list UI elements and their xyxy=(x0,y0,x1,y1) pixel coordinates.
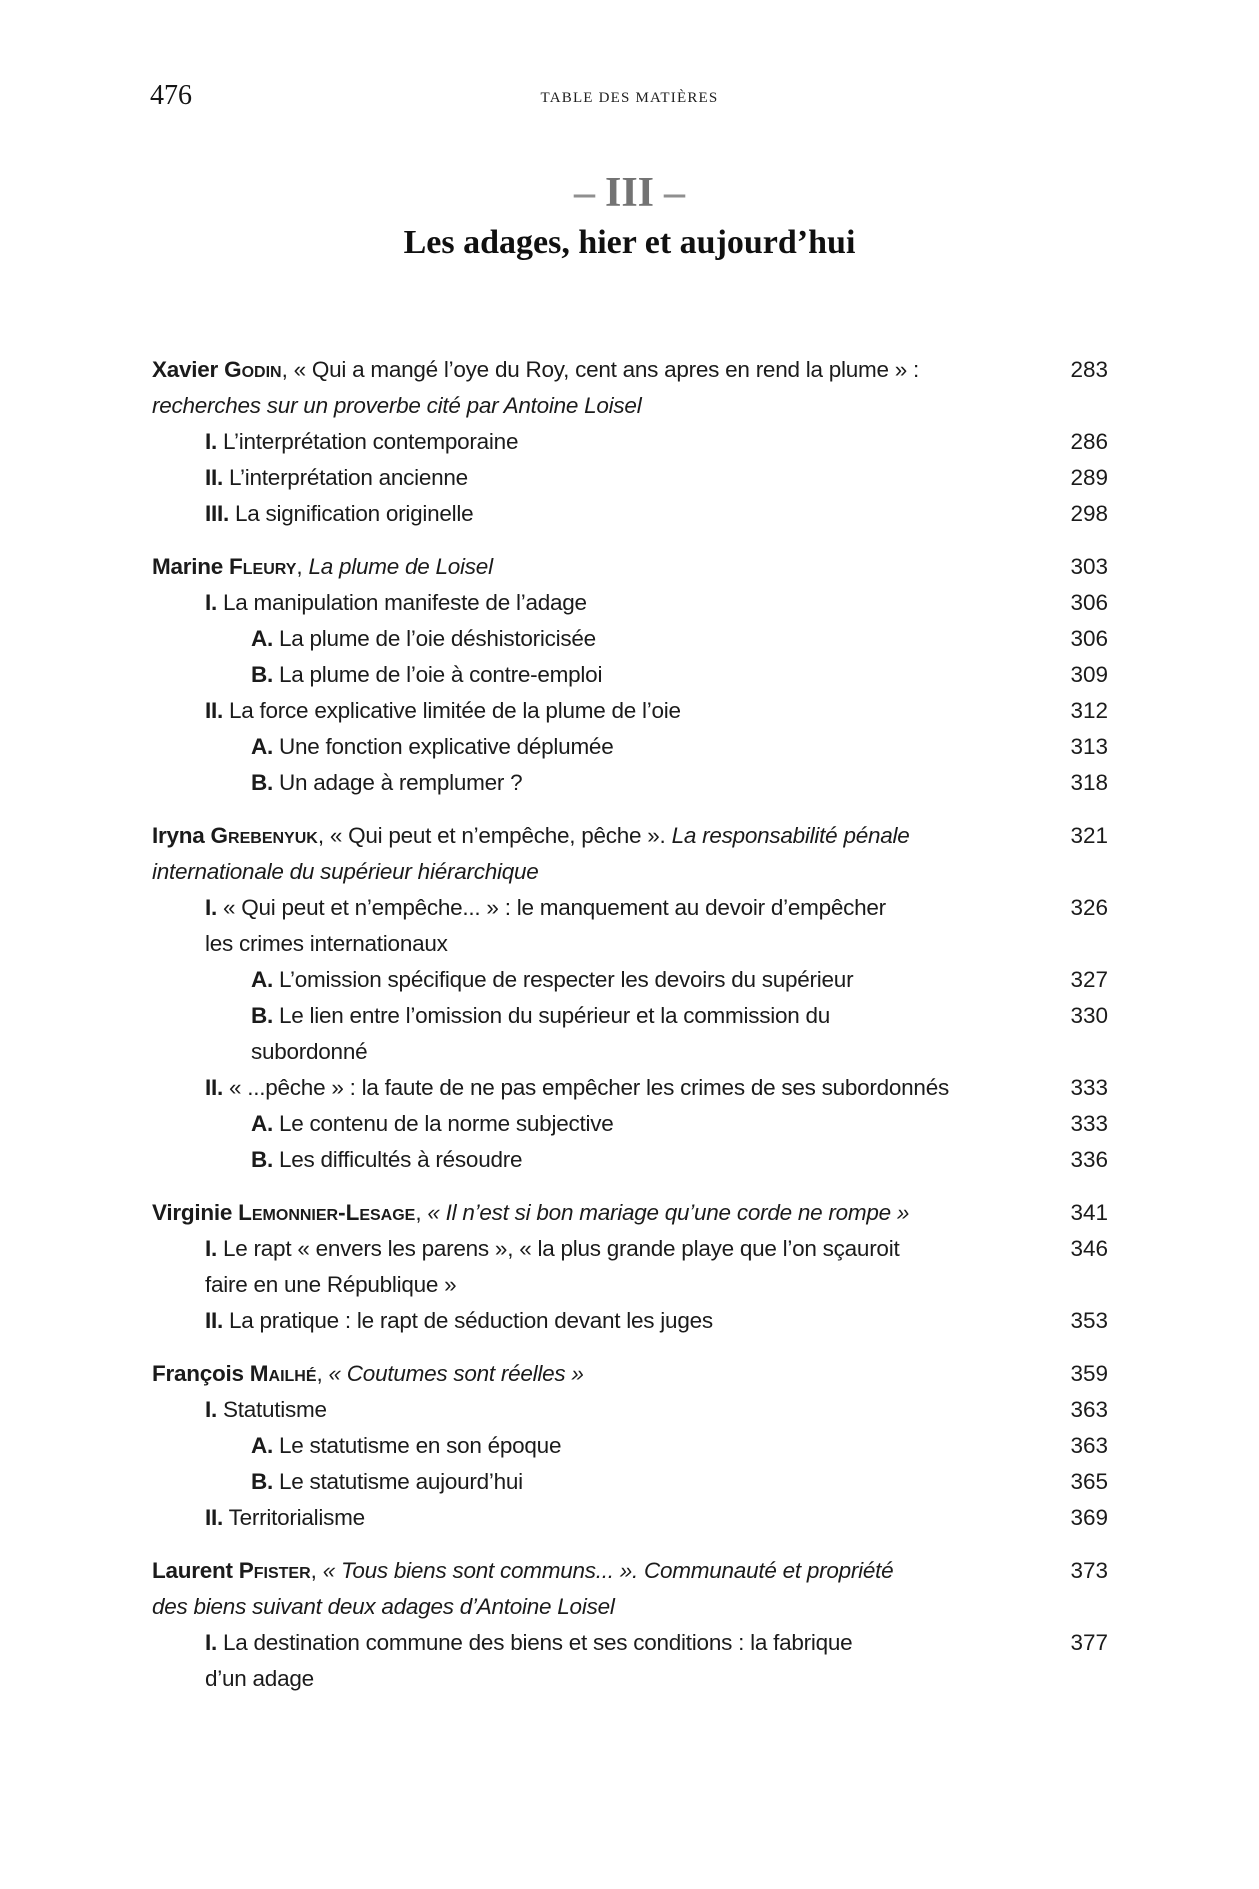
toc-line xyxy=(152,1070,1108,1106)
toc-line xyxy=(152,1428,1108,1464)
toc-line-text: A. Le contenu de la norme subjective xyxy=(251,1111,614,1136)
toc-line xyxy=(152,729,1108,765)
toc-line-text: I. Le rapt « envers les parens », « la plus grande playe que l’on sçauroit xyxy=(205,1236,900,1261)
toc-line-text: B. Un adage à remplumer ? xyxy=(251,770,523,795)
toc-line xyxy=(152,765,1108,801)
toc-line xyxy=(152,1553,1108,1589)
toc-page-number: 313 xyxy=(1070,734,1108,759)
toc-page-number: 306 xyxy=(1070,590,1108,615)
toc-page-number: 303 xyxy=(1070,554,1108,579)
toc-line-text: A. Le statutisme en son époque xyxy=(251,1433,562,1458)
toc-page-number: 363 xyxy=(1070,1397,1108,1422)
toc-line xyxy=(152,1034,1108,1070)
toc-line-text: B. La plume de l’oie à contre-emploi xyxy=(251,662,603,687)
toc-page-number: 306 xyxy=(1070,626,1108,651)
toc-line-text: subordonné xyxy=(251,1039,368,1064)
toc-line xyxy=(152,1500,1108,1536)
toc-page-number: 377 xyxy=(1070,1630,1108,1655)
page-header xyxy=(0,0,1259,120)
toc-page-number: 333 xyxy=(1070,1075,1108,1100)
toc-page-number: 373 xyxy=(1070,1558,1108,1583)
toc-page-number: 346 xyxy=(1070,1236,1108,1261)
toc-line xyxy=(152,388,1108,424)
toc-line-text: I. « Qui peut et n’empêche... » : le manquement au devoir d’empêcher xyxy=(205,895,886,920)
toc-entry xyxy=(152,818,1108,1178)
running-head: TABLE DES MATIÈRES xyxy=(540,90,719,106)
toc-entry xyxy=(152,1195,1108,1339)
toc-line-text: A. La plume de l’oie déshistoricisée xyxy=(251,626,596,651)
toc-line-text: II. L’interprétation ancienne xyxy=(205,465,468,490)
toc-line xyxy=(152,1142,1108,1178)
toc-line-text: II. « ...pêche » : la faute de ne pas empêcher les crimes de ses subordonnés xyxy=(205,1075,949,1100)
toc-entry xyxy=(152,549,1108,801)
toc-line-text: I. La destination commune des biens et ses conditions : la fabrique xyxy=(205,1630,853,1655)
toc-line xyxy=(152,424,1108,460)
toc-line-text: Iryna Grebenyuk, « Qui peut et n’empêche, pêche ». La responsabilité pénale xyxy=(152,823,910,848)
toc-page-number: 333 xyxy=(1070,1111,1108,1136)
toc-entry xyxy=(152,1553,1108,1697)
toc-line-text: B. Le statutisme aujourd’hui xyxy=(251,1469,523,1494)
toc-line-text: d’un adage xyxy=(205,1666,314,1691)
toc-list xyxy=(152,352,1108,1697)
toc-entry xyxy=(152,1356,1108,1536)
toc-line xyxy=(152,1356,1108,1392)
toc-entry xyxy=(152,352,1108,532)
toc-line xyxy=(152,460,1108,496)
toc-line xyxy=(152,549,1108,585)
toc-line-text: II. Territorialisme xyxy=(205,1505,365,1530)
section-heading-dash-right: – xyxy=(664,170,686,216)
toc-line-text: des biens suivant deux adages d’Antoine Loisel xyxy=(152,1594,615,1619)
toc-line xyxy=(152,1231,1108,1267)
toc-line xyxy=(152,496,1108,532)
toc-line xyxy=(152,1589,1108,1625)
toc-page-number: 318 xyxy=(1070,770,1108,795)
toc-line-text: Xavier Godin, « Qui a mangé l’oye du Roy, cent ans apres en rend la plume » : xyxy=(152,357,920,382)
toc-line xyxy=(152,998,1108,1034)
toc-page-number: 286 xyxy=(1070,429,1108,454)
section-heading-roman: III xyxy=(604,170,655,216)
toc-page-number: 353 xyxy=(1070,1308,1108,1333)
toc-page-number: 298 xyxy=(1070,501,1108,526)
toc-line-text: I. Statutisme xyxy=(205,1397,327,1422)
toc-line xyxy=(152,1392,1108,1428)
toc-page-number: 359 xyxy=(1070,1361,1108,1386)
toc-line xyxy=(152,1195,1108,1231)
toc-line-text: II. La pratique : le rapt de séduction devant les juges xyxy=(205,1308,713,1333)
toc-page-number: 283 xyxy=(1070,357,1108,382)
toc-line xyxy=(152,657,1108,693)
toc-line xyxy=(152,1661,1108,1697)
toc-line-text: I. La manipulation manifeste de l’adage xyxy=(205,590,587,615)
toc-line xyxy=(152,693,1108,729)
toc-line xyxy=(152,1303,1108,1339)
toc-line xyxy=(152,1106,1108,1142)
section-heading xyxy=(0,172,1259,214)
toc-line xyxy=(152,1625,1108,1661)
toc-page-number: 365 xyxy=(1070,1469,1108,1494)
toc-line xyxy=(152,962,1108,998)
toc-page-number: 336 xyxy=(1070,1147,1108,1172)
toc-page-number: 321 xyxy=(1070,823,1108,848)
toc-line xyxy=(152,621,1108,657)
toc-line-text: B. Le lien entre l’omission du supérieur et la commission du xyxy=(251,1003,831,1028)
toc-line xyxy=(152,352,1108,388)
toc-line-text: François Mailhé, « Coutumes sont réelles » xyxy=(152,1361,584,1386)
toc-line-text: Laurent Pfister, « Tous biens sont communs... ». Communauté et propriété xyxy=(152,1558,894,1583)
toc-page-number: 326 xyxy=(1070,895,1108,920)
toc-line xyxy=(152,1267,1108,1303)
toc-line xyxy=(152,585,1108,621)
toc-line-text: faire en une République » xyxy=(205,1272,457,1297)
toc-page-number: 369 xyxy=(1070,1505,1108,1530)
toc-page-number: 312 xyxy=(1070,698,1108,723)
page-number-folio: 476 xyxy=(150,80,192,111)
toc-line-text: A. Une fonction explicative déplumée xyxy=(251,734,614,759)
toc-line-text: Marine Fleury, La plume de Loisel xyxy=(152,554,493,579)
section-heading-dash-left: – xyxy=(573,170,595,216)
toc-line-text: recherches sur un proverbe cité par Antoine Loisel xyxy=(152,393,642,418)
toc-page-number: 289 xyxy=(1070,465,1108,490)
toc-page-number: 330 xyxy=(1070,1003,1108,1028)
toc-page-number: 327 xyxy=(1070,967,1108,992)
toc-line xyxy=(152,854,1108,890)
toc-page-number: 309 xyxy=(1070,662,1108,687)
toc-line-text: B. Les difficultés à résoudre xyxy=(251,1147,523,1172)
toc-line-text: internationale du supérieur hiérarchique xyxy=(152,859,539,884)
toc-line xyxy=(152,1464,1108,1500)
toc-line-text: II. La force explicative limitée de la plume de l’oie xyxy=(205,698,681,723)
toc-line xyxy=(152,890,1108,926)
toc-line xyxy=(152,926,1108,962)
toc-line xyxy=(152,818,1108,854)
toc-page-number: 363 xyxy=(1070,1433,1108,1458)
toc-page-number: 341 xyxy=(1070,1200,1108,1225)
toc-line-text: Virginie Lemonnier-Lesage, « Il n’est si bon mariage qu’une corde ne rompe » xyxy=(152,1200,910,1225)
toc-line-text: III. La signification originelle xyxy=(205,501,474,526)
toc-line-text: A. L’omission spécifique de respecter les devoirs du supérieur xyxy=(251,967,854,992)
toc-line-text: I. L’interprétation contemporaine xyxy=(205,429,519,454)
section-title: Les adages, hier et aujourd’hui xyxy=(403,224,856,261)
toc-line-text: les crimes internationaux xyxy=(205,931,448,956)
